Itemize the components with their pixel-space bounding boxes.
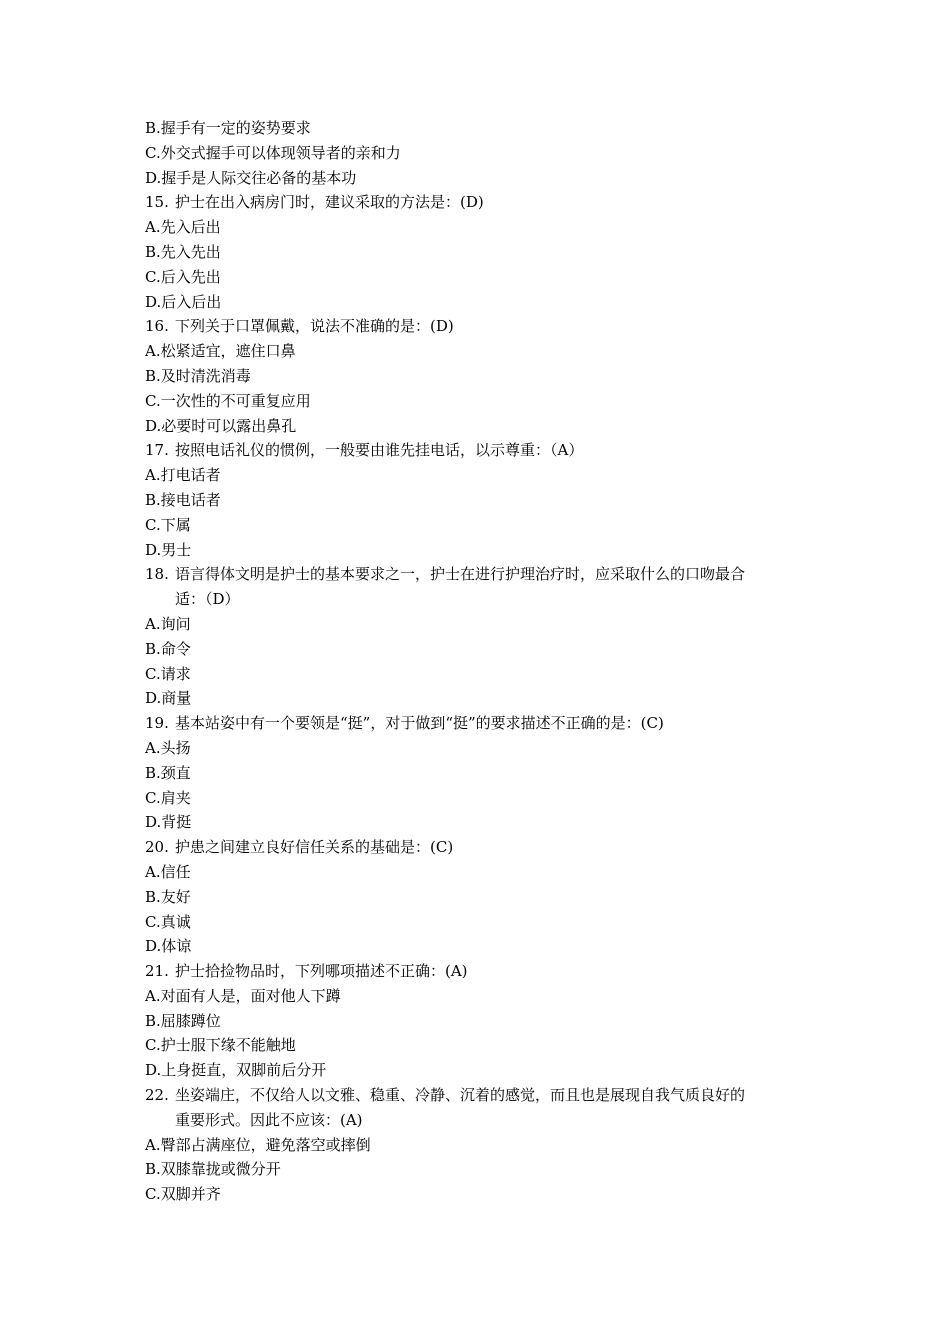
option-line: C.双脚并齐 — [145, 1185, 221, 1204]
option-line: D.必要时可以露出鼻孔 — [145, 416, 297, 435]
option-line: A.松紧适宜，遮住口鼻 — [145, 342, 296, 361]
option-line: A.头扬 — [145, 738, 191, 757]
option-line: C.请求 — [145, 664, 191, 683]
option-line: C.外交式握手可以体现领导者的亲和力 — [145, 143, 401, 162]
question-text-cont: 重要形式。因此不应该：(A) — [175, 1110, 363, 1129]
option-line: D.体谅 — [145, 937, 192, 956]
option-line: B.双膝靠拢或微分开 — [145, 1160, 281, 1179]
option-line: C.护士服下缘不能触地 — [145, 1036, 296, 1055]
question-text: 基本站姿中有一个要领是“挺”，对于做到“挺”的要求描述不正确的是：(C) — [175, 714, 664, 733]
question-20 — [145, 835, 815, 860]
option-line: C.后入先出 — [145, 267, 221, 286]
question-15 — [145, 190, 815, 215]
question-17 — [145, 438, 815, 463]
option-line: B.握手有一定的姿势要求 — [145, 119, 311, 137]
option-line: B.屈膝蹲位 — [145, 1011, 221, 1030]
option-line: C.一次性的不可重复应用 — [145, 391, 311, 410]
question-text-continuation — [145, 1108, 815, 1133]
option-line: A.臀部占满座位，避免落空或摔倒 — [145, 1135, 371, 1154]
option-line: A.打电话者 — [145, 466, 221, 485]
question-text: 护士在出入病房门时，建议采取的方法是：(D) — [175, 193, 484, 212]
option-line: C.真诚 — [145, 912, 191, 931]
question-number: 16. — [145, 317, 169, 336]
option-line: B.友好 — [145, 887, 191, 906]
document-body — [145, 116, 815, 1207]
question-21 — [145, 959, 815, 984]
option-line: B.颈直 — [145, 763, 191, 782]
question-number: 20. — [145, 838, 169, 857]
option-line: B.先入先出 — [145, 242, 221, 261]
option-line: B.接电话者 — [145, 490, 221, 509]
option-line: D.上身挺直，双脚前后分开 — [145, 1061, 327, 1080]
option-line: D.握手是人际交往必备的基本功 — [145, 168, 357, 187]
option-line: D.男士 — [145, 540, 192, 559]
question-number: 19. — [145, 714, 169, 733]
option-line: A.先入后出 — [145, 218, 221, 237]
question-number: 17. — [145, 441, 169, 460]
question-19 — [145, 711, 815, 736]
option-line: A.信任 — [145, 862, 191, 881]
question-18 — [145, 562, 815, 587]
option-line: B.及时清洗消毒 — [145, 366, 251, 385]
question-number: 21. — [145, 962, 169, 981]
question-text-cont: 适：（D） — [175, 590, 240, 609]
question-number: 15. — [145, 193, 169, 212]
question-number: 18. — [145, 565, 169, 584]
option-line: A.询问 — [145, 614, 191, 633]
question-text-continuation — [145, 587, 815, 612]
option-line: C.下属 — [145, 515, 191, 534]
question-text: 下列关于口罩佩戴，说法不准确的是：(D) — [175, 317, 454, 336]
option-line: C.肩夹 — [145, 788, 191, 807]
question-text: 护患之间建立良好信任关系的基础是：(C) — [175, 838, 454, 857]
question-text: 护士拾捡物品时，下列哪项描述不正确：(A) — [175, 962, 468, 981]
question-text: 按照电话礼仪的惯例，一般要由谁先挂电话，以示尊重：（A） — [175, 441, 584, 460]
question-22 — [145, 1083, 815, 1108]
question-number: 22. — [145, 1086, 169, 1105]
option-line: D.后入后出 — [145, 292, 222, 311]
option-line: B.命令 — [145, 639, 191, 658]
option-line: D.背挺 — [145, 813, 192, 832]
option-line: A.对面有人是，面对他人下蹲 — [145, 986, 341, 1005]
option-line: D.商量 — [145, 689, 192, 708]
question-16 — [145, 314, 815, 339]
question-text: 坐姿端庄，不仅给人以文雅、稳重、冷静、沉着的感觉，而且也是展现自我气质良好的 — [175, 1086, 746, 1105]
question-text: 语言得体文明是护士的基本要求之一，护士在进行护理治疗时，应采取什么的口吻最合 — [175, 565, 746, 584]
